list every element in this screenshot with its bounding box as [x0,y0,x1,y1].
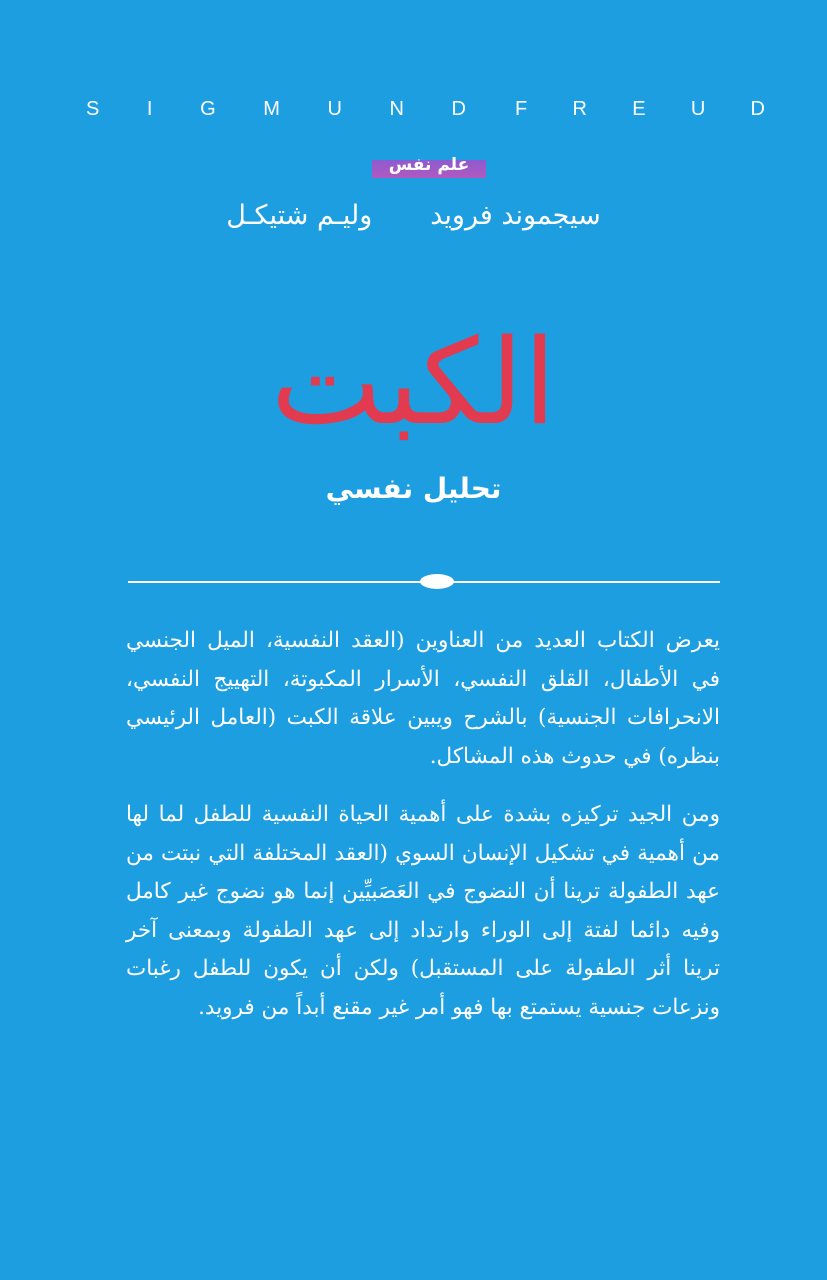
series-letter: U [327,98,342,120]
book-subtitle: تحليل نفسي [325,472,502,505]
series-letter: D [750,98,765,120]
blurb-paragraph: ومن الجيد تركيزه بشدة على أهمية الحياة النفسية للطفل لما لها من أهمية في تشكيل الإنسان السوي (العقد المختلفة التي نبتت من عهد الطفولة ترينا أن النضوج في العَصَبيِّين إنما هو نضوج غير كامل وفيه دائما لفتة إلى الوراء وارتداد إلى عهد الطفولة وبمعنى آخر ترينا أثر الطفولة على المستقبل) ولكن أن يكون للطفل رغبات ونزعات جنسية يستمتع بها فهو أمر غير مقنع أبداً من فرويد. [126,802,720,1020]
series-letter: S [86,98,100,120]
series-letter: N [389,98,404,120]
book-title: الكبت [270,313,557,451]
series-letter: F [515,98,528,120]
blurb-paragraph: يعرض الكتاب العديد من العناوين (العقد النفسية، الميل الجنسي في الأطفال، القلق النفسي، الأسرار المكبوتة، التهييج النفسي، الانحرافات الجنسية) بالشرح ويبين علاقة الكبت (العامل الرئيسي بنظره) في حدوث هذه المشاكل. [126,628,720,769]
authors-line [0,200,827,231]
series-letter: E [632,98,646,120]
series-letter: R [572,98,587,120]
category-label: علم نفس [388,154,470,175]
series-letter: M [263,98,280,120]
series-letter: D [451,98,466,120]
series-name [0,98,827,121]
series-letter: I [146,98,153,120]
series-word-freud [515,98,765,121]
series-letter: G [200,98,216,120]
author-name: سيجموند فرويد [430,200,601,231]
series-letter: U [690,98,706,120]
author-name: وليـم شتيكـل [226,200,373,231]
blurb-text [126,622,720,1047]
divider-ornament [420,574,454,589]
series-word-sigmund [86,98,466,121]
category-badge [372,152,486,178]
